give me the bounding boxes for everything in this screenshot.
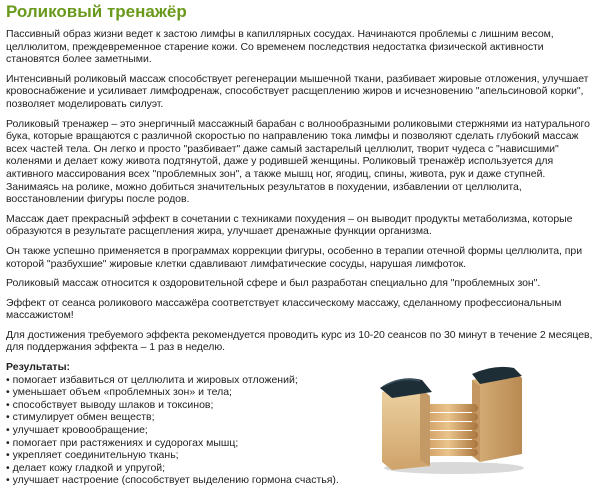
list-item: • способствует выводу шлаков и токсинов; (6, 399, 594, 412)
paragraph-7: Эффект от сеанса роликового массажёра соответствует классическому массажу, сделанному профессиональным массажистом! (6, 296, 562, 322)
list-item: • помогает при растяжениях и судорогах мышц; (6, 437, 594, 450)
roller-trainer-image (376, 362, 528, 476)
list-item: • улучшает кровообращение; (6, 424, 594, 437)
list-item: • улучшает настроение (способствует выделению гормона счастья). (6, 474, 594, 487)
paragraph-6: Роликовый массаж относится к оздоровительной сфере и был разработан специально для "проблемных зон". (6, 277, 541, 290)
paragraph-2: Интенсивный роликовый массаж способствует регенерации мышечной ткани, разбивает жировые отложения, улучшает кровоснабжение и усиливает лимфодренаж, способствует расщеплению жиров и исчезновению "апельсиновой корки", позволяет моделировать силуэт. (6, 72, 589, 110)
paragraph-5: Он также успешно применяется в программах коррекции фигуры, особенно в терапии отечной формы целлюлита, при которой "разбухшие" жировые клетки сдавливают лимфатические сосуды, нарушая лимфоток. (6, 244, 583, 270)
list-item: • стимулирует обмен веществ; (6, 411, 594, 424)
paragraph-8: Для достижения требуемого эффекта рекомендуется проводить курс из 10-20 сеансов по 30 минут в течение 2 месяцев, для поддержания эффекта – 1 раз в неделю. (6, 328, 593, 354)
list-item: • укрепляет соединительную ткань; (6, 449, 594, 462)
results-heading: Результаты: (6, 361, 71, 374)
list-item: • помогает избавиться от целлюлита и жировых отложений; (6, 374, 594, 387)
roller-trainer-drawing (376, 362, 528, 476)
paragraph-1: Пассивный образ жизни ведет к застою лимфы в капиллярных сосудах. Начинаются проблемы с лишним весом, целлюлитом, преждевременное старение кожи. Со временем последствия недостатка физической активности становятся более заметными. (6, 28, 554, 66)
paragraph-3: Роликовый тренажер – это энергичный массажный барабан с волнообразными роликовыми стержнями из натурального бука, которые вращаются с различной скоростью по направлению тока лимфы и позволяют сделать глубокий массаж всех частей тела. Он легко и просто "разбивает" даже самый застарелый целлюлит, творит чудеса с "нависшими" коленями и делает кожу живота подтянутой, даже у родившей женщины. Роликовый тренажёр используется для активного массирования всех "проблемных зон", а также мышц ног, ягодиц, спины, живота, рук и даже ступней. Занимаясь на ролике, можно добиться значительных результатов в похудении, избавлении от целлюлита, восстановлении фигуры после родов. (6, 117, 590, 206)
list-item: • делает кожу гладкой и упругой; (6, 462, 594, 475)
paragraph-4: Массаж дает прекрасный эффект в сочетании с техниками похудения – он выводит продукты метаболизма, которые образуются в результате расщепления жира, улучшает дренажные функции организма. (6, 212, 573, 238)
list-item: • уменьшает объем «проблемных зон» и тела; (6, 386, 594, 399)
article-title: Роликовый тренажёр (6, 2, 187, 21)
